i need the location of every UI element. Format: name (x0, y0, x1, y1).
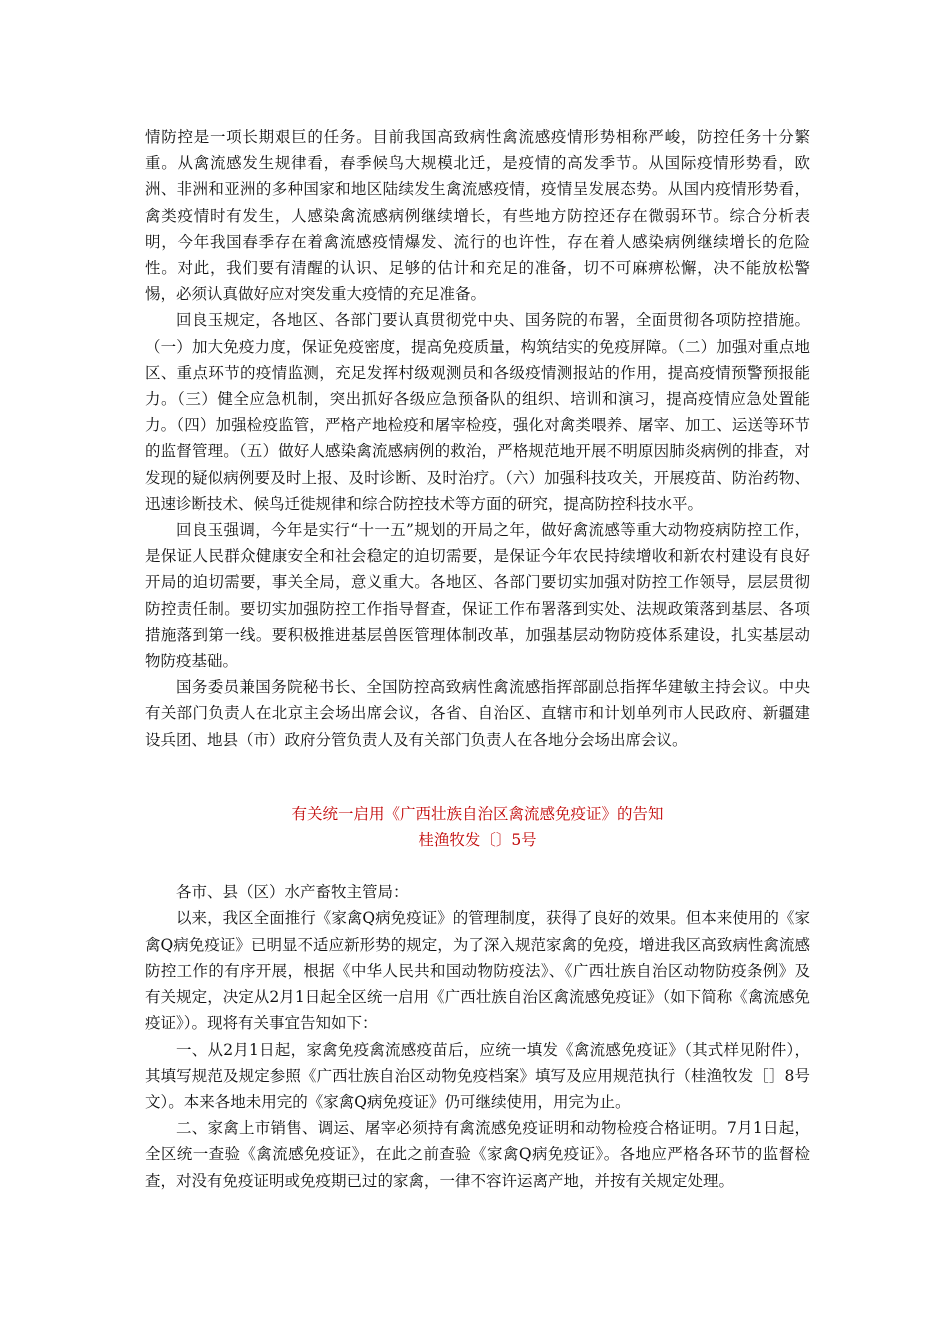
article-paragraph-2: 回良玉规定，各地区、各部门要认真贯彻党中央、国务院的布署，全面贯彻各项防控措施。（一）加大免疫力度，保证免疫密度，提高免疫质量，构筑结实的免疫屏障。（二）加强对重点地区、重点环节的疫情监测，充足发挥村级观测员和各级疫情测报站的作用，提高疫情预警预报能力。（三）健全应急机制，突出抓好各级应急预备队的组织、培训和演习，提高疫情应急处置能力。（四）加强检疫监管，严格产地检疫和屠宰检疫，强化对禽类喂养、屠宰、加工、运送等环节的监督管理。（五）做好人感染禽流感病例的救治，严格规范地开展不明原因肺炎病例的排查，对发现的疑似病例要及时上报、及时诊断、及时治疗。（六）加强科技攻关，开展疫苗、防治药物、迅速诊断技术、候鸟迁徙规律和综合防控技术等方面的研究，提高防控科技水平。 (145, 311, 810, 513)
notice-title: 有关统一启用《广西壮族自治区禽流感免疫证》的告知 (291, 804, 664, 823)
notice-paragraph-2: 一、从2月1日起，家禽免疫禽流感疫苗后，应统一填发《禽流感免疫证》（其式样见附件），其填写规范及规定参照《广西壮族自治区动物免疫档案》填写及应用规范执行（桂渔牧发［］8号文）。本来各地未用完的《家禽Q病免疫证》仍可继续使用，用完为止。 (145, 1040, 810, 1111)
notice-paragraph-1: 以来，我区全面推行《家禽Q病免疫证》的管理制度，获得了良好的效果。但本来使用的《家禽Q病免疫证》已明显不适应新形势的规定，为了深入规范家禽的免疫，增进我区高致病性禽流感防控工作的有序开展，根据《中华人民共和国动物防疫法》、《广西壮族自治区动物防疫条例》及有关规定，决定从2月1日起全区统一启用《广西壮族自治区禽流感免疫证》（如下简称《禽流感免疫证》）。现将有关事宜告知如下： (145, 909, 810, 1033)
article-paragraph-4: 国务委员兼国务院秘书长、全国防控高致病性禽流感指挥部副总指挥华建敏主持会议。中央有关部门负责人在北京主会场出席会议，各省、自治区、直辖市和计划单列市人民政府、新疆建设兵团、地县（市）政府分管负责人及有关部门负责人在各地分会场出席会议。 (145, 678, 810, 749)
notice-paragraph-3: 二、家禽上市销售、调运、屠宰必须持有禽流感免疫证明和动物检疫合格证明。7月1日起，全区统一查验《禽流感免疫证》，在此之前查验《家禽Q病免疫证》。各地应严格各环节的监督检查，对没有免疫证明或免疫期已过的家禽，一律不容许运离产地，并按有关规定处理。 (145, 1119, 810, 1190)
notice-doc-number: 桂渔牧发〔〕5号 (418, 831, 537, 850)
notice-heading (145, 801, 810, 853)
article-paragraph-1: 情防控是一项长期艰巨的任务。目前我国高致病性禽流感疫情形势相称严峻，防控任务十分繁重。从禽流感发生规律看，春季候鸟大规模北迁，是疫情的高发季节。从国际疫情形势看，欧洲、非洲和亚洲的多种国家和地区陆续发生禽流感疫情，疫情呈发展态势。从国内疫情形势看，禽类疫情时有发生，人感染禽流感病例继续增长，有些地方防控还存在微弱环节。综合分析表明，今年我国春季存在着禽流感疫情爆发、流行的也许性，存在着人感染病例继续增长的危险性。对此，我们要有清醒的认识、足够的估计和充足的准备，切不可麻痹松懈，决不能放松警惕，必须认真做好应对突发重大疫情的充足准备。 (145, 128, 810, 304)
article-paragraph-3: 回良玉强调，今年是实行“十一五”规划的开局之年，做好禽流感等重大动物疫病防控工作，是保证人民群众健康安全和社会稳定的迫切需要，是保证今年农民持续增收和新农村建设有良好开局的迫切需要，事关全局，意义重大。各地区、各部门要切实加强对防控工作领导，层层贯彻防控责任制。要切实加强防控工作指导督查，保证工作布署落到实处、法规政策落到基层、各项措施落到第一线。要积极推进基层兽医管理体制改革，加强基层动物防疫体系建设，扎实基层动物防疫基础。 (145, 521, 810, 671)
document-page (145, 124, 810, 1194)
notice-salutation: 各市、县（区）水产畜牧主管局： (176, 883, 409, 902)
